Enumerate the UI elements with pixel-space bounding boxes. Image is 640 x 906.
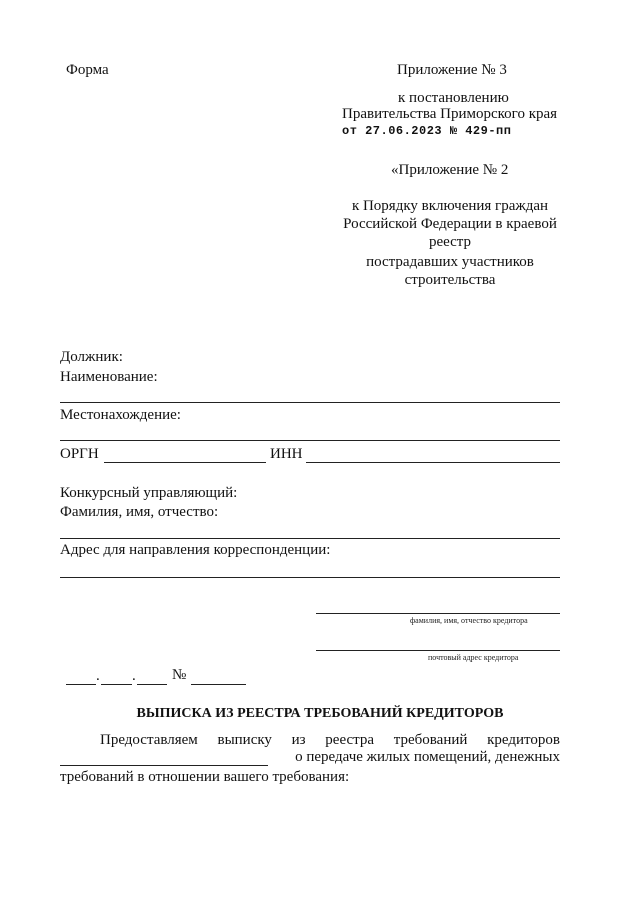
body-word-2: выписку <box>217 732 272 748</box>
document-title: ВЫПИСКА ИЗ РЕЕСТРА ТРЕБОВАНИЙ КРЕДИТОРОВ <box>136 706 504 721</box>
date-dot-2: . <box>132 668 136 684</box>
creditor-postal-caption: почтовый адрес кредитора <box>428 653 519 662</box>
number-line <box>191 684 246 685</box>
procedure-line-5: строительства <box>404 272 496 288</box>
date-dot-1: . <box>96 668 100 684</box>
location-line <box>60 440 560 441</box>
creditor-postal-line <box>316 650 560 651</box>
date-month-line <box>101 684 132 685</box>
creditor-fio-caption: фамилия, имя, отчество кредитора <box>410 616 528 625</box>
to-resolution-label: к постановлению <box>398 90 509 106</box>
body-word-5: требований <box>393 732 468 748</box>
inn-label: ИНН <box>270 446 303 462</box>
location-label: Местонахождение: <box>60 407 181 423</box>
procedure-line-4: пострадавших участников <box>366 254 534 270</box>
debtor-name-label: Наименование: <box>60 369 158 385</box>
procedure-line-3: реестр <box>428 234 472 250</box>
ogrn-line <box>104 462 266 463</box>
procedure-line-1: к Порядку включения граждан <box>351 198 549 214</box>
manager-fio-label: Фамилия, имя, отчество: <box>60 504 219 520</box>
government-label: Правительства Приморского края <box>342 106 558 122</box>
body-word-6: кредиторов <box>487 732 560 748</box>
body-word-4: реестра <box>325 732 375 748</box>
creditor-fio-line <box>316 613 560 614</box>
appendix-3-label: Приложение № 3 <box>397 62 507 78</box>
debtor-label: Должник: <box>60 349 123 365</box>
number-sign: № <box>172 667 187 683</box>
debtor-name-line <box>60 402 560 403</box>
procedure-line-2: Российской Федерации в краевой <box>343 216 557 232</box>
inn-line <box>306 462 560 463</box>
creditor-blank-line <box>60 765 268 766</box>
manager-label: Конкурсный управляющий: <box>60 485 238 501</box>
resolution-number: от 27.06.2023 № 429-пп <box>342 124 512 138</box>
body-line-3: требований в отношении вашего требования: <box>60 769 350 785</box>
appendix-2-label: «Приложение № 2 <box>391 162 509 178</box>
date-year-line <box>137 684 167 685</box>
date-day-line <box>66 684 96 685</box>
address-line <box>60 577 560 578</box>
body-word-3: из <box>291 732 306 748</box>
ogrn-label: ОРГН <box>60 446 99 462</box>
manager-fio-line <box>60 538 560 539</box>
body-word-1: Предоставляем <box>100 732 198 748</box>
body-line-2-tail: о передаче жилых помещений, денежных <box>295 749 560 765</box>
address-label: Адрес для направления корреспонденции: <box>60 542 331 558</box>
form-label: Форма <box>66 62 109 78</box>
body-line-1 <box>60 730 560 750</box>
